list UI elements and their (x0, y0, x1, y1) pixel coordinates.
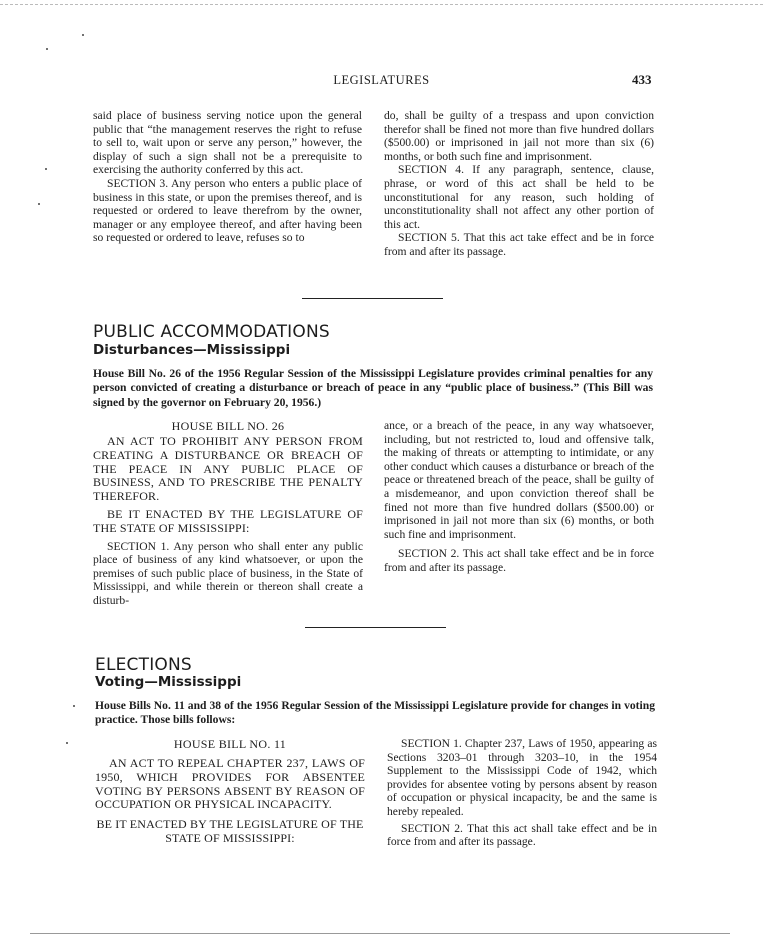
top-right-column (384, 109, 654, 259)
act-title: AN ACT TO PROHIBIT ANY PERSON FROM CREATING A DISTURBANCE OR BREACH OF THE PEACE IN ANY PUBLIC PLACE OF BUSINESS, AND TO PRESCRIBE THE PENALTY THEREFOR. (93, 434, 363, 504)
scan-speck (82, 34, 84, 36)
section-divider (305, 627, 446, 628)
scan-speck (38, 203, 40, 205)
paragraph: SECTION 1. Any person who shall enter any public place of business of any kind whatsoever, or upon the premises of such public place of business, in the State of Mississippi, and while therein or thereon shall create a disturb- (93, 539, 363, 607)
paragraph: SECTION 1. Chapter 237, Laws of 1950, appearing as Sections 3203–01 through 3203–10, in the 1954 Supplement to the Mississippi Code of 1942, which provides for absentee voting by persons absent by reason of occupation or physical incapacity, be and the same is hereby repealed. (387, 737, 657, 818)
section-subtitle: Voting—Mississippi (95, 674, 242, 690)
section-summary: House Bill No. 26 of the 1956 Regular Session of the Mississippi Legislature provides criminal penalties for any person convicted of creating a disturbance or breach of peace in any “public place of business.” (This Bill was signed by the governor on February 20, 1956.) (93, 367, 653, 409)
paragraph: do, shall be guilty of a trespass and upon conviction therefor shall be fined not more than five hundred dollars ($500.00) or imprisoned in jail not more than six (6) months, or both such fine and imprisonment. (384, 109, 654, 163)
section-title: ELECTIONS (95, 655, 192, 675)
page-number: 433 (632, 72, 652, 87)
enacting-clause: BE IT ENACTED BY THE LEGISLATURE OF THE STATE OF MISSISSIPPI: (93, 506, 363, 535)
paragraph: ance, or a breach of the peace, in any way whatsoever, including, but not restricted to, loud and offensive talk, the making of threats or attempting to intimidate, or any other conduct which causes a disturbance or breach of the peace or threatened breach of the peace, shall be guilty of a misdemeanor, and upon conviction thereof shall be fined not more than five hundred dollars ($500.00) or imprisoned in jail not more than six (6) months, or both such fine and imprisonment. (384, 419, 654, 541)
pa-left-column (93, 419, 363, 608)
scan-speck (45, 168, 47, 170)
scan-speck (46, 48, 48, 50)
paragraph: SECTION 5. That this act take effect and be in force from and after its passage. (384, 231, 654, 258)
scan-speck (73, 705, 75, 707)
section-summary: House Bills No. 11 and 38 of the 1956 Regular Session of the Mississippi Legislature provide for changes in voting practice. Those bills follows: (95, 699, 655, 727)
running-header: LEGISLATURES (333, 73, 430, 87)
section-divider (302, 298, 443, 299)
paragraph: said place of business serving notice upon the general public that “the management reserves the right to refuse to sell to, wait upon or serve any person,” however, the display of such a sign shall not be a prerequisite to exercising the authority conferred by this act. (93, 109, 362, 177)
enacting-clause: BE IT ENACTED BY THE LEGISLATURE OF THE STATE OF MISSISSIPPI: (96, 817, 364, 845)
paragraph: SECTION 2. This act shall take effect and be in force from and after its passage. (384, 547, 654, 574)
el-right-column (387, 737, 657, 849)
bill-title: HOUSE BILL NO. 26 (171, 419, 285, 433)
paragraph: SECTION 4. If any paragraph, sentence, clause, phrase, or word of this act shall be held to be unconstitutional for any reason, such holding of unconstitutionality shall not affect any other portion of this act. (384, 163, 654, 231)
bill-title: HOUSE BILL NO. 11 (173, 737, 287, 751)
paragraph: SECTION 3. Any person who enters a public place of business in this state, or upon the premises thereof, and is requested or ordered to leave therefrom by the owner, manager or any employee thereof, and after having been so requested or ordered to leave, refuses so to (93, 176, 362, 245)
scan-border-bottom (30, 933, 730, 934)
section-subtitle: Disturbances—Mississippi (93, 342, 291, 358)
el-left-column (95, 737, 365, 846)
scan-border-top (0, 4, 763, 5)
paragraph: SECTION 2. That this act shall take effect and be in force from and after its passage. (387, 821, 657, 849)
section-title: PUBLIC ACCOMMODATIONS (93, 322, 330, 342)
scan-speck (66, 742, 68, 744)
pa-right-column (384, 419, 654, 575)
top-left-column (93, 109, 362, 245)
act-title: AN ACT TO REPEAL CHAPTER 237, LAWS OF 1950, WHICH PROVIDES FOR ABSENTEE VOTING BY PERSONS ABSENT BY REASON OF OCCUPATION OR PHYSICAL INCAPACITY. (95, 756, 365, 812)
